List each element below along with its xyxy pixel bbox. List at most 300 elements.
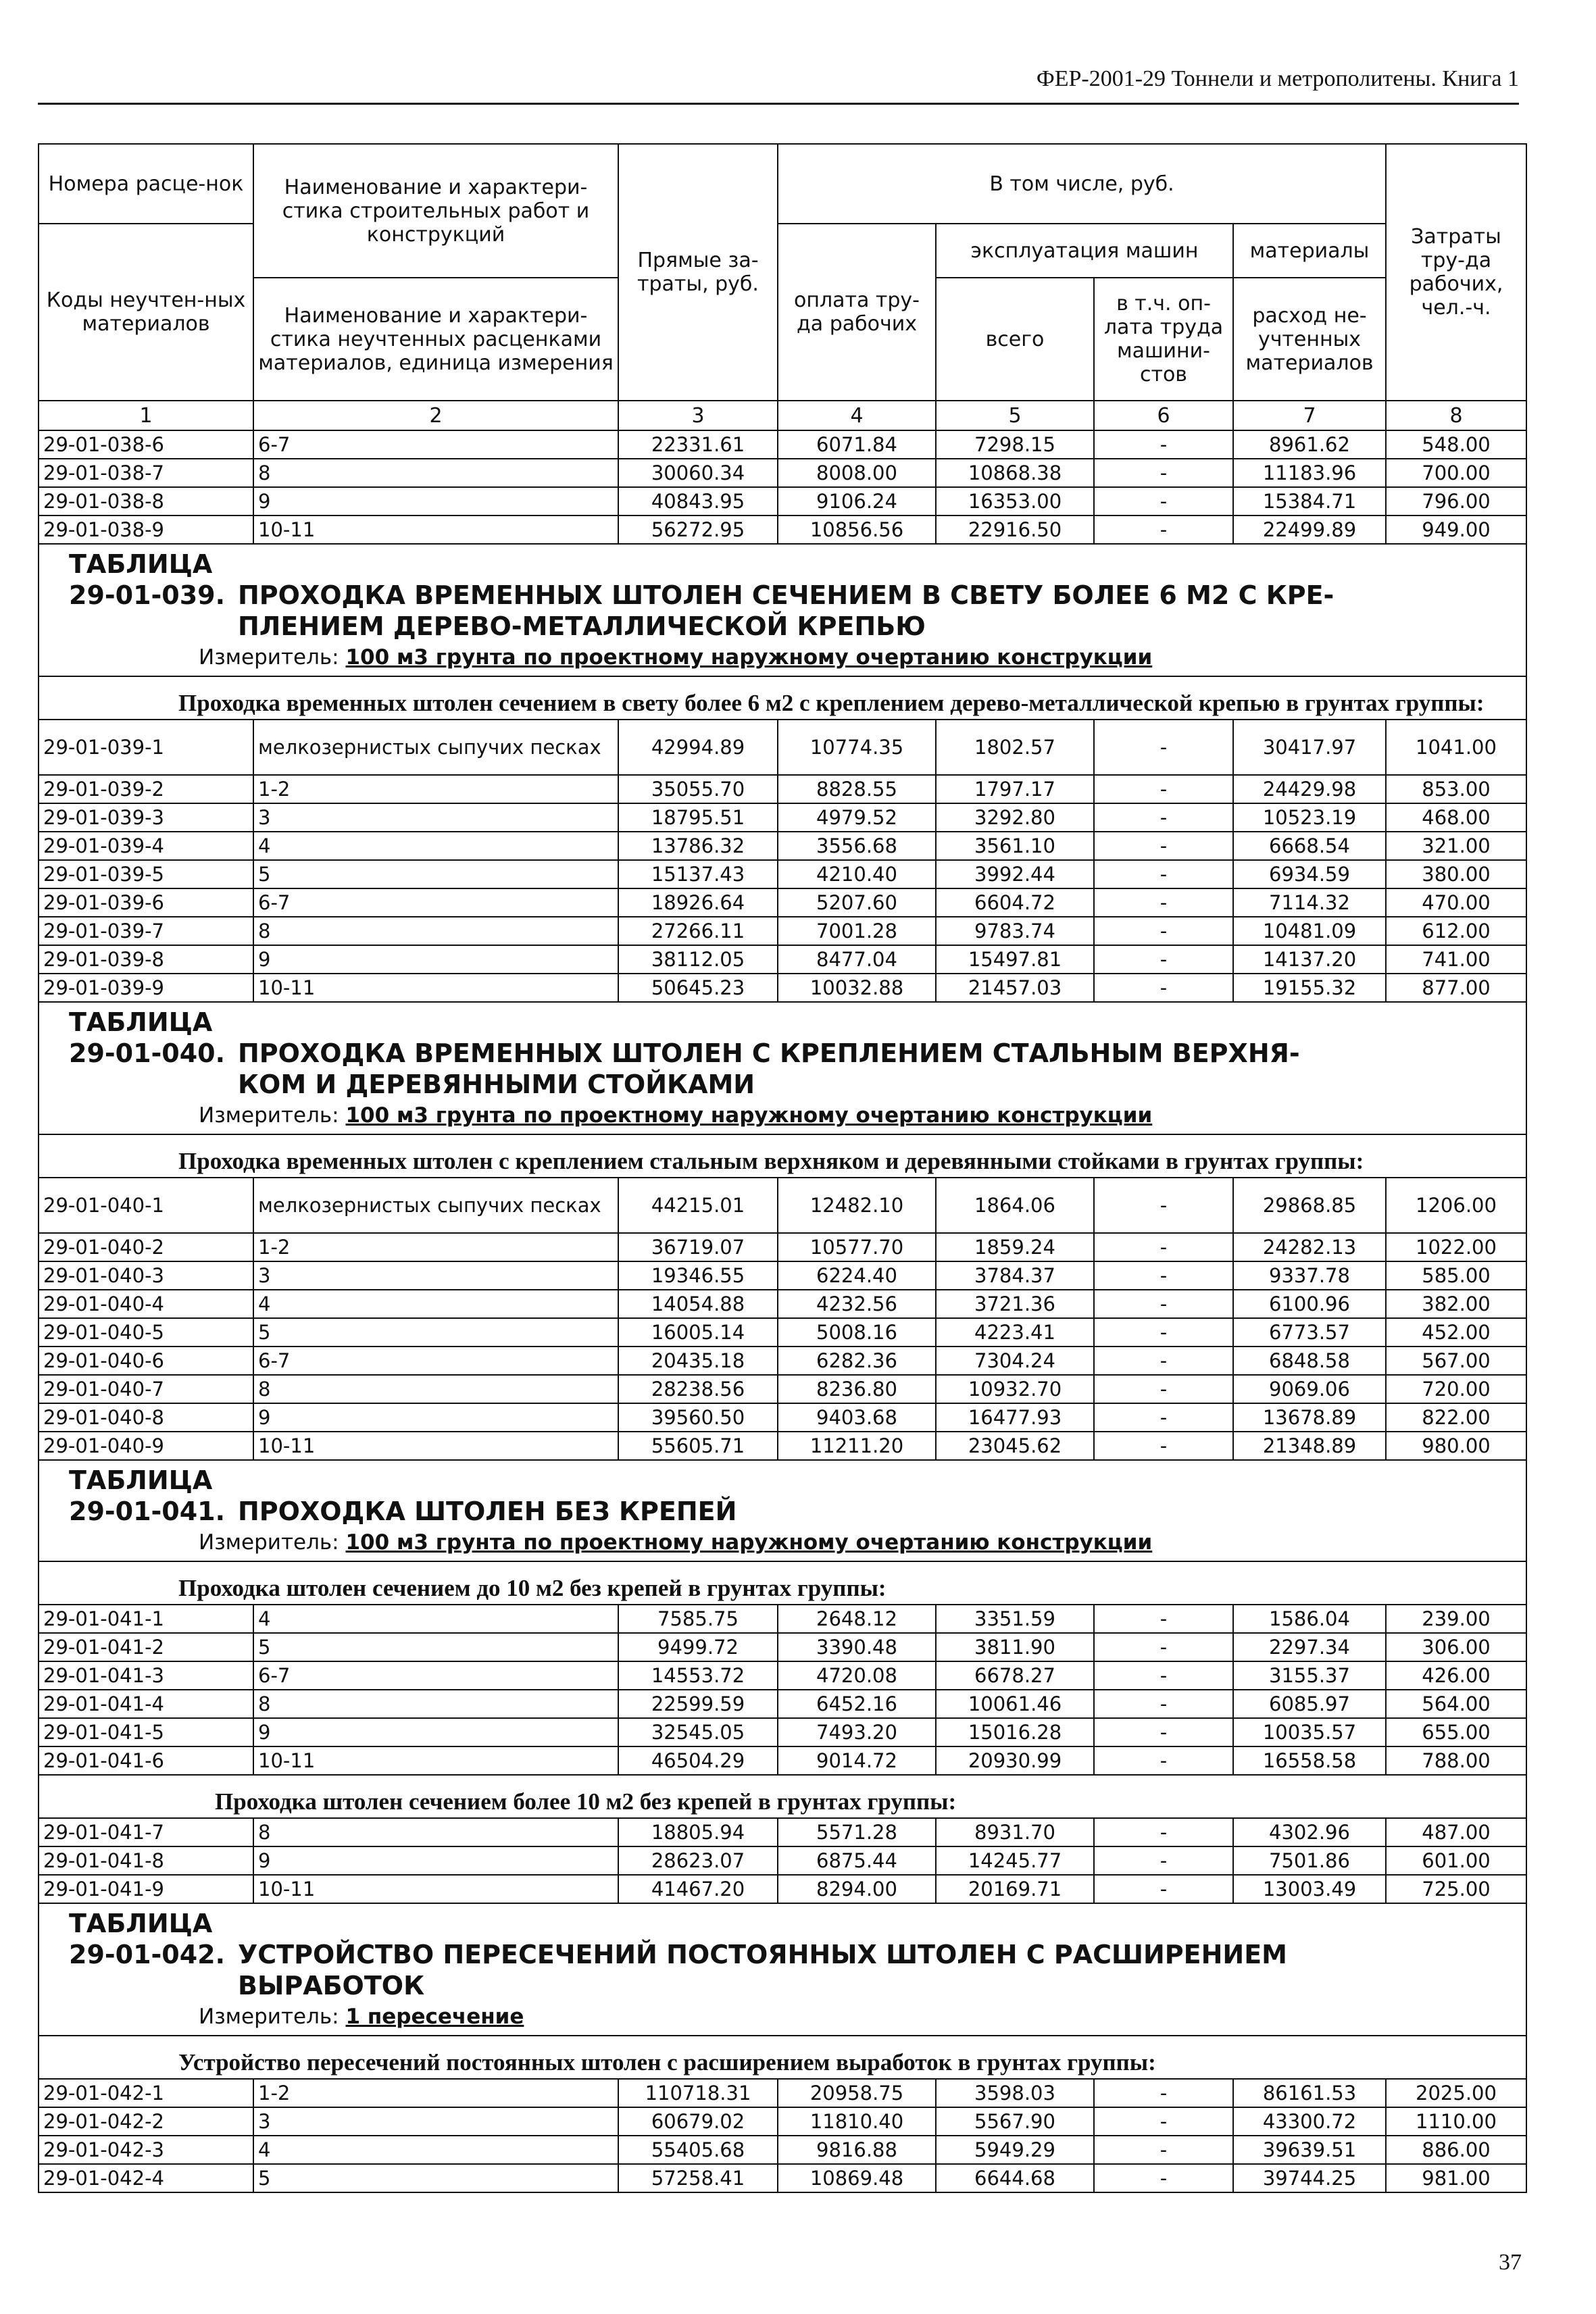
- rate-code: 29-01-041-8: [39, 1846, 253, 1875]
- labor-costs: 741.00: [1386, 945, 1526, 974]
- column-number: 8: [1386, 401, 1526, 430]
- labor-costs: 239.00: [1386, 1605, 1526, 1633]
- header-unaccounted-materials: расход не-учтенных материалов: [1233, 278, 1386, 401]
- section-title-line: ВЫРАБОТОК: [238, 1971, 425, 2001]
- machines-total: 10868.38: [936, 459, 1094, 487]
- header-labor-costs: Затраты тру-да рабочих, чел.-ч.: [1386, 144, 1526, 401]
- labor-costs: 1206.00: [1386, 1178, 1526, 1233]
- rate-code: 29-01-041-6: [39, 1746, 253, 1775]
- work-description: 8: [253, 917, 618, 945]
- measure-label: Измеритель:: [199, 1530, 339, 1555]
- rate-code: 29-01-042-2: [39, 2107, 253, 2136]
- materials-cost: 13678.89: [1233, 1403, 1386, 1432]
- direct-costs: 28238.56: [618, 1375, 778, 1403]
- machinist-wages: -: [1094, 860, 1233, 888]
- materials-cost: 6100.96: [1233, 1290, 1386, 1318]
- section-title: [39, 1904, 1526, 1970]
- labor-costs: 452.00: [1386, 1318, 1526, 1347]
- wages: 4232.56: [778, 1290, 936, 1318]
- table-group-header: [39, 1134, 1526, 1178]
- work-description: 9: [253, 487, 618, 515]
- table-row: [39, 1375, 1526, 1403]
- machines-total: 15016.28: [936, 1718, 1094, 1746]
- table-row: [39, 1403, 1526, 1432]
- labor-costs: 788.00: [1386, 1746, 1526, 1775]
- table-row: [39, 515, 1526, 544]
- work-description: 6-7: [253, 1661, 618, 1690]
- labor-costs: 853.00: [1386, 775, 1526, 803]
- table-section-header: [39, 1903, 1526, 2036]
- work-description: 9: [253, 945, 618, 974]
- table-row: [39, 2164, 1526, 2192]
- table-group-header: [39, 1561, 1526, 1605]
- direct-costs: 60679.02: [618, 2107, 778, 2136]
- labor-costs: 1022.00: [1386, 1233, 1526, 1261]
- table-row: [39, 974, 1526, 1002]
- labor-costs: 306.00: [1386, 1633, 1526, 1661]
- materials-cost: 14137.20: [1233, 945, 1386, 974]
- table-row: [39, 2079, 1526, 2107]
- machinist-wages: -: [1094, 775, 1233, 803]
- section-table-number: ТАБЛИЦА 29-01-039.: [69, 549, 226, 610]
- machines-total: 5949.29: [936, 2136, 1094, 2164]
- table-row: [39, 945, 1526, 974]
- materials-cost: 10035.57: [1233, 1718, 1386, 1746]
- machines-total: 3561.10: [936, 832, 1094, 860]
- labor-costs: 655.00: [1386, 1718, 1526, 1746]
- direct-costs: 56272.95: [618, 515, 778, 544]
- materials-cost: 16558.58: [1233, 1746, 1386, 1775]
- wages: 8828.55: [778, 775, 936, 803]
- table-body: [39, 430, 1526, 2192]
- table-row: [39, 1290, 1526, 1318]
- machinist-wages: -: [1094, 1633, 1233, 1661]
- wages: 5207.60: [778, 888, 936, 917]
- work-description: мелкозернистых сыпучих песках: [253, 720, 618, 775]
- section-table-number: ТАБЛИЦА 29-01-040.: [69, 1007, 226, 1068]
- table-row: [39, 1846, 1526, 1875]
- rate-code: 29-01-041-7: [39, 1818, 253, 1846]
- section-heading-cell: [39, 544, 1526, 676]
- machines-total: 21457.03: [936, 974, 1094, 1002]
- machinist-wages: -: [1094, 1432, 1233, 1460]
- direct-costs: 110718.31: [618, 2079, 778, 2107]
- work-description: 8: [253, 1690, 618, 1718]
- materials-cost: 6848.58: [1233, 1347, 1386, 1375]
- direct-costs: 32545.05: [618, 1718, 778, 1746]
- direct-costs: 22599.59: [618, 1690, 778, 1718]
- work-description: 5: [253, 2164, 618, 2192]
- wages: 9403.68: [778, 1403, 936, 1432]
- wages: 8477.04: [778, 945, 936, 974]
- machinist-wages: -: [1094, 803, 1233, 832]
- wages: 6071.84: [778, 430, 936, 459]
- work-description: 8: [253, 459, 618, 487]
- measure-value: 1 пересечение: [345, 2005, 524, 2029]
- labor-costs: 877.00: [1386, 974, 1526, 1002]
- wages: 10577.70: [778, 1233, 936, 1261]
- wages: 2648.12: [778, 1605, 936, 1633]
- labor-costs: 980.00: [1386, 1432, 1526, 1460]
- work-description: 9: [253, 1403, 618, 1432]
- table-row: [39, 430, 1526, 459]
- materials-cost: 6668.54: [1233, 832, 1386, 860]
- group-heading-cell: [39, 1561, 1526, 1605]
- work-description: 10-11: [253, 1875, 618, 1903]
- header-materials: материалы: [1233, 224, 1386, 278]
- work-description: 8: [253, 1375, 618, 1403]
- table-row: [39, 2107, 1526, 2136]
- labor-costs: 725.00: [1386, 1875, 1526, 1903]
- materials-cost: 4302.96: [1233, 1818, 1386, 1846]
- header-material-codes: Коды неучтен-ных материалов: [39, 224, 253, 401]
- labor-costs: 720.00: [1386, 1375, 1526, 1403]
- direct-costs: 46504.29: [618, 1746, 778, 1775]
- materials-cost: 21348.89: [1233, 1432, 1386, 1460]
- section-title-continued: [39, 611, 1526, 642]
- section-title-line: ПРОХОДКА ШТОЛЕН БЕЗ КРЕПЕЙ: [238, 1496, 737, 1526]
- rate-code: 29-01-041-9: [39, 1875, 253, 1903]
- section-table-number: ТАБЛИЦА 29-01-042.: [69, 1909, 226, 1969]
- machinist-wages: -: [1094, 945, 1233, 974]
- section-title: [39, 1003, 1526, 1069]
- wages: 20958.75: [778, 2079, 936, 2107]
- machinist-wages: -: [1094, 430, 1233, 459]
- direct-costs: 57258.41: [618, 2164, 778, 2192]
- section-table-number: ТАБЛИЦА 29-01-041.: [69, 1465, 226, 1526]
- direct-costs: 39560.50: [618, 1403, 778, 1432]
- table-row: [39, 1432, 1526, 1460]
- column-number-row: [39, 401, 1526, 430]
- column-number: 5: [936, 401, 1094, 430]
- materials-cost: 1586.04: [1233, 1605, 1386, 1633]
- measure-value: 100 м3 грунта по проектному наружному очертанию конструкции: [345, 645, 1153, 670]
- table-section-header: [39, 1002, 1526, 1134]
- labor-costs: 2025.00: [1386, 2079, 1526, 2107]
- rate-code: 29-01-039-3: [39, 803, 253, 832]
- section-title-line: ПЛЕНИЕМ ДЕРЕВО-МЕТАЛЛИЧЕСКОЙ КРЕПЬЮ: [238, 611, 926, 641]
- materials-cost: 39639.51: [1233, 2136, 1386, 2164]
- header-direct-costs: Прямые за-траты, руб.: [618, 144, 778, 401]
- direct-costs: 16005.14: [618, 1318, 778, 1347]
- machinist-wages: -: [1094, 515, 1233, 544]
- machines-total: 3992.44: [936, 860, 1094, 888]
- work-description: 6-7: [253, 430, 618, 459]
- wages: 12482.10: [778, 1178, 936, 1233]
- machinist-wages: -: [1094, 1347, 1233, 1375]
- rate-code: 29-01-038-7: [39, 459, 253, 487]
- header-machinist-wages: в т.ч. оп-лата труда машини-стов: [1094, 278, 1233, 401]
- measure-label: Измеритель:: [199, 1103, 339, 1128]
- rate-code: 29-01-038-8: [39, 487, 253, 515]
- rate-code: 29-01-040-2: [39, 1233, 253, 1261]
- table-row: [39, 1718, 1526, 1746]
- rate-code: 29-01-040-7: [39, 1375, 253, 1403]
- labor-costs: 564.00: [1386, 1690, 1526, 1718]
- direct-costs: 40843.95: [618, 487, 778, 515]
- labor-costs: 796.00: [1386, 487, 1526, 515]
- machines-total: 20930.99: [936, 1746, 1094, 1775]
- table-group-header: [39, 1775, 1526, 1818]
- section-title-line: ПРОХОДКА ВРЕМЕННЫХ ШТОЛЕН СЕЧЕНИЕМ В СВЕТУ БОЛЕЕ 6 М2 С КРЕ-: [238, 580, 1335, 610]
- direct-costs: 13786.32: [618, 832, 778, 860]
- measure-unit: [39, 2001, 1526, 2035]
- direct-costs: 18805.94: [618, 1818, 778, 1846]
- machinist-wages: -: [1094, 1261, 1233, 1290]
- measure-label: Измеритель:: [199, 645, 339, 670]
- rate-code: 29-01-039-8: [39, 945, 253, 974]
- machinist-wages: -: [1094, 974, 1233, 1002]
- measure-label: Измеритель:: [199, 2005, 339, 2029]
- work-description: 1-2: [253, 2079, 618, 2107]
- rate-code: 29-01-039-9: [39, 974, 253, 1002]
- materials-cost: 24429.98: [1233, 775, 1386, 803]
- direct-costs: 55405.68: [618, 2136, 778, 2164]
- wages: 6282.36: [778, 1347, 936, 1375]
- materials-cost: 10523.19: [1233, 803, 1386, 832]
- materials-cost: 24282.13: [1233, 1233, 1386, 1261]
- table-row: [39, 1661, 1526, 1690]
- wages: 9106.24: [778, 487, 936, 515]
- page-number: 37: [1499, 2250, 1522, 2275]
- direct-costs: 20435.18: [618, 1347, 778, 1375]
- materials-cost: 7114.32: [1233, 888, 1386, 917]
- direct-costs: 15137.43: [618, 860, 778, 888]
- table-row: [39, 888, 1526, 917]
- work-description: 1-2: [253, 1233, 618, 1261]
- machinist-wages: -: [1094, 459, 1233, 487]
- column-number: 4: [778, 401, 936, 430]
- wages: 4210.40: [778, 860, 936, 888]
- work-description: 10-11: [253, 1746, 618, 1775]
- rate-code: 29-01-039-2: [39, 775, 253, 803]
- rate-code: 29-01-040-9: [39, 1432, 253, 1460]
- table-row: [39, 1347, 1526, 1375]
- wages: 10032.88: [778, 974, 936, 1002]
- materials-cost: 29868.85: [1233, 1178, 1386, 1233]
- wages: 6875.44: [778, 1846, 936, 1875]
- measure-unit: [39, 1100, 1526, 1134]
- column-number: 2: [253, 401, 618, 430]
- wages: 10869.48: [778, 2164, 936, 2192]
- materials-cost: 2297.34: [1233, 1633, 1386, 1661]
- materials-cost: 9337.78: [1233, 1261, 1386, 1290]
- group-subtitle: Проходка штолен сечением более 10 м2 без крепей в грунтах группы:: [215, 1788, 957, 1815]
- section-title-line: КОМ И ДЕРЕВЯННЫМИ СТОЙКАМИ: [238, 1070, 755, 1099]
- table-row: [39, 1178, 1526, 1233]
- machines-total: 3292.80: [936, 803, 1094, 832]
- machines-total: 6604.72: [936, 888, 1094, 917]
- column-number: 7: [1233, 401, 1386, 430]
- header-wages: оплата тру-да рабочих: [778, 224, 936, 401]
- group-subtitle: Проходка временных штолен сечением в свету более 6 м2 с креплением дерево-металлической крепью в грунтах группы:: [178, 690, 1485, 716]
- rate-code: 29-01-039-4: [39, 832, 253, 860]
- machines-total: 7304.24: [936, 1347, 1094, 1375]
- work-description: 3: [253, 2107, 618, 2136]
- rate-code: 29-01-039-1: [39, 720, 253, 775]
- table-row: [39, 832, 1526, 860]
- group-heading-cell: [39, 676, 1526, 720]
- wages: 8294.00: [778, 1875, 936, 1903]
- machines-total: 14245.77: [936, 1846, 1094, 1875]
- labor-costs: 981.00: [1386, 2164, 1526, 2192]
- materials-cost: 6934.59: [1233, 860, 1386, 888]
- rate-code: 29-01-040-3: [39, 1261, 253, 1290]
- wages: 11211.20: [778, 1432, 936, 1460]
- machines-total: 1797.17: [936, 775, 1094, 803]
- table-row: [39, 1875, 1526, 1903]
- machinist-wages: -: [1094, 1718, 1233, 1746]
- direct-costs: 44215.01: [618, 1178, 778, 1233]
- table-row: [39, 1233, 1526, 1261]
- table-header: [39, 144, 1526, 430]
- work-description: 10-11: [253, 974, 618, 1002]
- labor-costs: 380.00: [1386, 860, 1526, 888]
- rate-code: 29-01-042-1: [39, 2079, 253, 2107]
- direct-costs: 7585.75: [618, 1605, 778, 1633]
- table-row: [39, 487, 1526, 515]
- column-number: 6: [1094, 401, 1233, 430]
- machines-total: 1802.57: [936, 720, 1094, 775]
- table-row: [39, 803, 1526, 832]
- direct-costs: 42994.89: [618, 720, 778, 775]
- table-row: [39, 1318, 1526, 1347]
- machinist-wages: -: [1094, 1178, 1233, 1233]
- machines-total: 6678.27: [936, 1661, 1094, 1690]
- wages: 3390.48: [778, 1633, 936, 1661]
- direct-costs: 30060.34: [618, 459, 778, 487]
- machinist-wages: -: [1094, 2107, 1233, 2136]
- materials-cost: 9069.06: [1233, 1375, 1386, 1403]
- rate-code: 29-01-040-8: [39, 1403, 253, 1432]
- work-description: 9: [253, 1718, 618, 1746]
- work-description: 4: [253, 1605, 618, 1633]
- measure-value: 100 м3 грунта по проектному наружному очертанию конструкции: [345, 1103, 1153, 1128]
- work-description: 6-7: [253, 888, 618, 917]
- machinist-wages: -: [1094, 2079, 1233, 2107]
- direct-costs: 36719.07: [618, 1233, 778, 1261]
- header-machine-operation: эксплуатация машин: [936, 224, 1233, 278]
- table-row: [39, 1746, 1526, 1775]
- direct-costs: 28623.07: [618, 1846, 778, 1875]
- section-heading-cell: [39, 1002, 1526, 1134]
- materials-cost: 8961.62: [1233, 430, 1386, 459]
- machinist-wages: -: [1094, 1605, 1233, 1633]
- direct-costs: 18926.64: [618, 888, 778, 917]
- labor-costs: 426.00: [1386, 1661, 1526, 1690]
- work-description: 9: [253, 1846, 618, 1875]
- rate-code: 29-01-040-1: [39, 1178, 253, 1233]
- machines-total: 8931.70: [936, 1818, 1094, 1846]
- direct-costs: 27266.11: [618, 917, 778, 945]
- section-title: [39, 1461, 1526, 1527]
- materials-cost: 39744.25: [1233, 2164, 1386, 2192]
- direct-costs: 22331.61: [618, 430, 778, 459]
- machines-total: 3351.59: [936, 1605, 1094, 1633]
- materials-cost: 7501.86: [1233, 1846, 1386, 1875]
- wages: 3556.68: [778, 832, 936, 860]
- machinist-wages: -: [1094, 1746, 1233, 1775]
- work-description: 3: [253, 803, 618, 832]
- table-row: [39, 720, 1526, 775]
- machines-total: 1864.06: [936, 1178, 1094, 1233]
- wages: 6452.16: [778, 1690, 936, 1718]
- materials-cost: 10481.09: [1233, 917, 1386, 945]
- direct-costs: 50645.23: [618, 974, 778, 1002]
- section-title-continued: [39, 1970, 1526, 2001]
- machinist-wages: -: [1094, 1690, 1233, 1718]
- price-table: [38, 143, 1527, 2193]
- wages: 8236.80: [778, 1375, 936, 1403]
- labor-costs: 822.00: [1386, 1403, 1526, 1432]
- table-group-header: [39, 2036, 1526, 2079]
- labor-costs: 1110.00: [1386, 2107, 1526, 2136]
- group-subtitle: Устройство пересечений постоянных штолен с расширением выработок в грунтах группы:: [178, 2049, 1156, 2076]
- work-description: 10-11: [253, 515, 618, 544]
- table-group-header: [39, 676, 1526, 720]
- table-row: [39, 917, 1526, 945]
- materials-cost: 22499.89: [1233, 515, 1386, 544]
- table-section-header: [39, 1460, 1526, 1561]
- table-row: [39, 459, 1526, 487]
- labor-costs: 585.00: [1386, 1261, 1526, 1290]
- wages: 8008.00: [778, 459, 936, 487]
- work-description: 5: [253, 1318, 618, 1347]
- rate-code: 29-01-042-3: [39, 2136, 253, 2164]
- wages: 7493.20: [778, 1718, 936, 1746]
- section-title: [39, 545, 1526, 611]
- labor-costs: 886.00: [1386, 2136, 1526, 2164]
- wages: 7001.28: [778, 917, 936, 945]
- direct-costs: 55605.71: [618, 1432, 778, 1460]
- header-work-name: Наименование и характери-стика строительных работ и конструкций: [253, 144, 618, 278]
- labor-costs: 548.00: [1386, 430, 1526, 459]
- column-number: 1: [39, 401, 253, 430]
- rate-code: 29-01-039-5: [39, 860, 253, 888]
- labor-costs: 949.00: [1386, 515, 1526, 544]
- direct-costs: 41467.20: [618, 1875, 778, 1903]
- header-rate-codes: Номера расце-нок: [39, 144, 253, 224]
- machinist-wages: -: [1094, 1661, 1233, 1690]
- machines-total: 3811.90: [936, 1633, 1094, 1661]
- machines-total: 1859.24: [936, 1233, 1094, 1261]
- table-row: [39, 2136, 1526, 2164]
- direct-costs: 19346.55: [618, 1261, 778, 1290]
- work-description: 8: [253, 1818, 618, 1846]
- materials-cost: 3155.37: [1233, 1661, 1386, 1690]
- rate-code: 29-01-040-5: [39, 1318, 253, 1347]
- rate-code: 29-01-038-9: [39, 515, 253, 544]
- rate-code: 29-01-040-4: [39, 1290, 253, 1318]
- rate-code: 29-01-041-3: [39, 1661, 253, 1690]
- group-heading-cell: [39, 2036, 1526, 2079]
- machines-total: 9783.74: [936, 917, 1094, 945]
- materials-cost: 6773.57: [1233, 1318, 1386, 1347]
- wages: 4720.08: [778, 1661, 936, 1690]
- work-description: 4: [253, 2136, 618, 2164]
- machinist-wages: -: [1094, 832, 1233, 860]
- machinist-wages: -: [1094, 1233, 1233, 1261]
- rate-code: 29-01-041-5: [39, 1718, 253, 1746]
- machines-total: 23045.62: [936, 1432, 1094, 1460]
- labor-costs: 612.00: [1386, 917, 1526, 945]
- group-subtitle: Проходка штолен сечением до 10 м2 без крепей в грунтах группы:: [178, 1575, 887, 1601]
- direct-costs: 14553.72: [618, 1661, 778, 1690]
- wages: 10856.56: [778, 515, 936, 544]
- rate-code: 29-01-042-4: [39, 2164, 253, 2192]
- materials-cost: 11183.96: [1233, 459, 1386, 487]
- measure-value: 100 м3 грунта по проектному наружному очертанию конструкции: [345, 1530, 1153, 1555]
